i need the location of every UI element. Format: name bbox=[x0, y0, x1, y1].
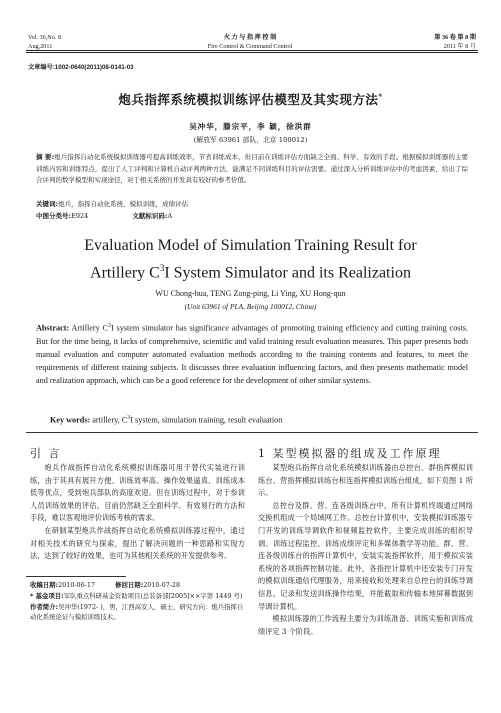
issue-date-en: Aug,2011 bbox=[28, 43, 53, 50]
keywords-cn bbox=[36, 199, 468, 211]
affiliation-cn: (解放军 63961 部队，北京 100012) bbox=[193, 136, 308, 144]
author-bio-label: 作者简介: bbox=[30, 602, 59, 611]
doc-code-value: A bbox=[167, 212, 173, 220]
revised-date: 2010-07-28 bbox=[143, 581, 181, 589]
footnote-dates bbox=[30, 580, 245, 591]
keywords-en-start: artillery, C bbox=[92, 415, 128, 425]
keywords-cn-label: 关键词: bbox=[36, 200, 59, 208]
volume-number: Vol. 36,No. 8 bbox=[28, 34, 62, 41]
affiliation-en: (Unit 63961 of PLA, Beijing 100012, China) bbox=[184, 302, 317, 311]
author-bio-text: 吴冲华(1972- )，男，江西高安人，硕士，研究方向：炮兵指挥自动化系统论证与模拟训练技术。 bbox=[30, 602, 244, 622]
clc-value: E924 bbox=[71, 212, 89, 220]
title-cn bbox=[0, 90, 501, 108]
abstract-en-label: Abstract: bbox=[36, 323, 70, 333]
journal-volume bbox=[28, 33, 61, 51]
journal-name-en: Fire Control & Command Control bbox=[207, 43, 293, 50]
keywords-cn-text: 炮兵，指挥自动化系统，模拟训练，成绩评估 bbox=[58, 200, 189, 208]
header-rule-thin bbox=[26, 52, 478, 53]
issue-date-cn: 2011 年 8 月 bbox=[443, 43, 476, 50]
revised-label: 修回日期: bbox=[115, 581, 144, 589]
section-intro-heading: 引 言 bbox=[30, 447, 62, 460]
journal-issue bbox=[380, 33, 476, 51]
intro-paragraph-1: 炮兵作战指挥自动化系统模拟训练器可用于替代实装进行训练，由于其具有展开方便、训练效率高、操作效果逼真、训练成本低等优点，受到炮兵部队的高度欢迎。但在训练过程中，对于参训人员训练效果的评估，目前仍然缺乏全面科学、有效易行的方法和手段，难以客观地评价训练考核的需求。 bbox=[30, 463, 245, 523]
received-label: 收稿日期: bbox=[30, 581, 59, 589]
intro-body bbox=[30, 462, 245, 563]
intro-paragraph-2: 在研制某型炮兵作战指挥自动化系统模拟训练器过程中，通过对相关技术的研究与探索，提出了解决问题的一种思路和实现方法，达到了较好的效果，也可为其他相关系统的开发提供参考。 bbox=[30, 525, 245, 561]
abstract-cn-label: 摘 要: bbox=[36, 153, 55, 161]
keywords-en-superscript: 3 bbox=[127, 415, 131, 421]
abstract-en bbox=[36, 320, 468, 387]
issue-number-cn: 第 36 卷 第 8 期 bbox=[434, 34, 476, 41]
header-rule bbox=[26, 50, 478, 51]
keywords-en-text: I system, simulation training, result evaluation bbox=[130, 415, 283, 425]
title-en-line2-start: Artillery C bbox=[90, 264, 160, 282]
title-en-superscript: 3 bbox=[159, 263, 165, 273]
title-cn-text: 炮兵指挥系统模拟训练评估模型及其实现方法 bbox=[118, 92, 379, 107]
section-1-paragraph-2: 总控台及群、营、连各级训练台中，所有计算机终端通过网络交换机组成一个局域网工作。总控台计算机中，安装模拟训练器专门开发的训练导调软件和视频监控软件，主要完成训练的组织导调、训练过程监控、训练成绩评定和多媒体教学等功能。群、营、连各级训练台的指挥计算机中，安装实装指挥软件，用于模拟实装系统的各项指挥控制功能。此外，各指控计算机中还安装专门开发的模拟训练通信代理服务，用来接收和处理来自总控台的训练导调信息，记录和发送训练操作结果，并能截取和传输本地屏幕数据到导调计算机。 bbox=[258, 500, 473, 611]
fund-label: * 基金项目: bbox=[30, 591, 64, 600]
clc-label: 中图分类号: bbox=[36, 212, 72, 220]
authors-en: WU Chong-hua, TENG Zong-ping, Li Ying, XU Hong-qun bbox=[155, 289, 346, 298]
abstract-en-text: I system simulator has significance advantages of promoting training efficiency and cutting training costs. But for the time being, it lacks of comprehensive, scientific and valid training result evaluation measures. This paper presents both manual evaluation and computer automated evaluation methods according to the training contents and features, to meet the requirements of different training subjects. It discusses three evaluation influencing factors, and then presents mathematic model and realization approach, which can be a good reference for the development of other similar systems. bbox=[36, 323, 468, 385]
abstract-divider bbox=[26, 432, 478, 433]
title-footnote-mark: * bbox=[378, 91, 383, 101]
journal-name bbox=[150, 33, 350, 51]
abstract-cn-text: 炮兵指挥自动化系统模拟训练器可提高训练效率，节省训练成本，但目前在训练评估方面缺乏全面、科学、有效的手段。根据模拟训练器的主要训练内容和训练特点，提出了人工评判和计算机自动评判两种方法，能满足不同训练科目的评估需要。通过深入分析训练评估中的考虑因素，给出了综合评判的数学模型和实现途径，对于相关系统的开发具有较好的参考价值。 bbox=[36, 153, 468, 184]
footnotes bbox=[30, 580, 245, 623]
classification-line bbox=[36, 211, 468, 223]
doc-number: 文章编号:1002-0640(2011)08-0141-03 bbox=[28, 64, 134, 71]
footnote-rule bbox=[26, 576, 126, 577]
section-1-paragraph-3: 模拟训练器的工作流程主要分为训练准备、训练实施和训练成绩评定 3 个阶段。 bbox=[258, 614, 473, 636]
footnote-fund bbox=[30, 591, 245, 602]
title-en-line2 bbox=[0, 257, 501, 284]
fund-text: 军队重点科研基金资助项目(总装备部[2005]××字第 1449 号) bbox=[63, 591, 243, 600]
section-1-body bbox=[258, 462, 473, 638]
doc-code-label: 文献标识码: bbox=[132, 212, 168, 220]
keywords-en bbox=[50, 412, 468, 427]
section-1-paragraph-1: 某型炮兵指挥自动化系统模拟训练器由总控台、群指挥模拟训练台、营指挥模拟训练台和连指挥模拟训练台组成，如下页图 1 所示。 bbox=[258, 463, 473, 498]
keywords-en-label: Key words: bbox=[50, 415, 91, 425]
journal-name-cn: 火 力 与 指 挥 控 制 bbox=[223, 34, 277, 41]
footnote-author bbox=[30, 602, 245, 624]
abstract-cn bbox=[36, 152, 468, 187]
received-date: 2010-06-17 bbox=[58, 581, 95, 589]
abstract-en-start: Artillery C bbox=[71, 323, 108, 333]
title-en-line1: Evaluation Model of Simulation Training Result for bbox=[84, 237, 417, 254]
title-en bbox=[0, 235, 501, 284]
title-en-line2-end: I System Simulator and its Realization bbox=[164, 264, 411, 282]
abstract-en-superscript: 3 bbox=[108, 323, 111, 329]
authors-cn: 吴冲华，滕宗平，李 颖，徐洪群 bbox=[189, 122, 312, 131]
section-1-heading: 1 某型模拟器的组成及工作原理 bbox=[258, 447, 442, 460]
